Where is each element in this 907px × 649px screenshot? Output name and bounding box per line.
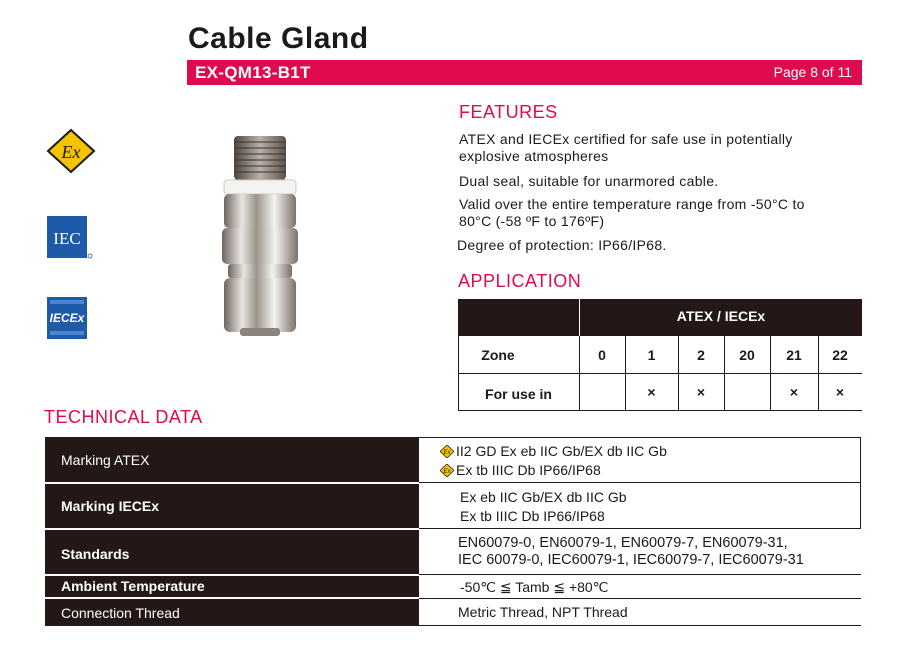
application-heading: APPLICATION (458, 271, 582, 291)
svg-text:Ex: Ex (61, 142, 81, 162)
atex-iecex-header: ATEX / IECEx (676, 308, 766, 324)
product-image (210, 130, 310, 340)
tech-value: Ex II2 GD Ex eb IIC Gb/EX db IIC Gb Ex Ex tb IIIC Db IP66/IP68 (419, 442, 861, 480)
tech-label: Connection Thread (45, 599, 419, 626)
product-code-bar (187, 60, 862, 85)
iec-logo-icon (47, 216, 93, 260)
zone-value: 21 (786, 347, 802, 363)
feature-line: 80°C (-58 ºF to 176ºF) (459, 213, 605, 229)
feature-line: Degree of protection: IP66/IP68. (457, 237, 667, 253)
use-mark: × (696, 384, 706, 400)
svg-text:IEC: IEC (53, 229, 81, 248)
feature-line: Valid over the entire temperature range from -50°C to (459, 196, 805, 212)
feature-line: Dual seal, suitable for unarmored cable. (459, 173, 719, 189)
tech-value: EN60079-0, EN60079-1, EN60079-7, EN60079-31, IEC 60079-0, IEC60079-1, IEC60079-7, IEC60079-31 (458, 535, 804, 568)
product-code: EX-QM13-B1T (195, 63, 311, 82)
zone-value: 1 (647, 347, 656, 363)
zone-value: 22 (832, 347, 848, 363)
ex-mini-icon (440, 463, 454, 476)
for-use-label: For use in (485, 386, 552, 402)
svg-text:IECEx: IECEx (49, 311, 85, 325)
feature-line: explosive atmospheres (459, 148, 609, 164)
tech-value: Ex eb IIC Gb/EX db IIC Gb Ex tb IIIC Db IP66/IP68 (460, 489, 627, 524)
ex-logo-icon (46, 128, 96, 174)
page-number: Page 8 of 11 (773, 64, 852, 80)
page-title: Cable Gland (188, 22, 369, 55)
svg-text:Ex: Ex (443, 469, 451, 475)
iecex-logo-icon (47, 297, 93, 341)
use-mark: × (835, 384, 845, 400)
ex-mini-icon (440, 444, 454, 457)
features-heading: FEATURES (459, 102, 558, 122)
tech-label: Standards (45, 530, 419, 574)
zone-value: 2 (697, 347, 705, 363)
feature-line: ATEX and IECEx certified for safe use in potentially (459, 131, 793, 147)
tech-value: Metric Thread, NPT Thread (458, 604, 628, 620)
technical-data-table (45, 437, 861, 626)
application-table (458, 299, 862, 411)
tech-value: -50℃ ≦ Tamb ≦ +80℃ (460, 579, 609, 595)
zone-label: Zone (481, 347, 515, 363)
zone-value: 0 (598, 347, 606, 363)
svg-text:Ex: Ex (443, 450, 451, 456)
application-table-header (458, 299, 862, 336)
use-mark: × (789, 384, 799, 400)
tech-label: Marking IECEx (45, 484, 419, 528)
use-mark: × (647, 384, 656, 400)
zone-value: 20 (739, 347, 755, 363)
tech-label: Ambient Temperature (45, 576, 419, 597)
technical-data-heading: TECHNICAL DATA (44, 407, 203, 427)
tech-label: Marking ATEX (45, 437, 419, 482)
